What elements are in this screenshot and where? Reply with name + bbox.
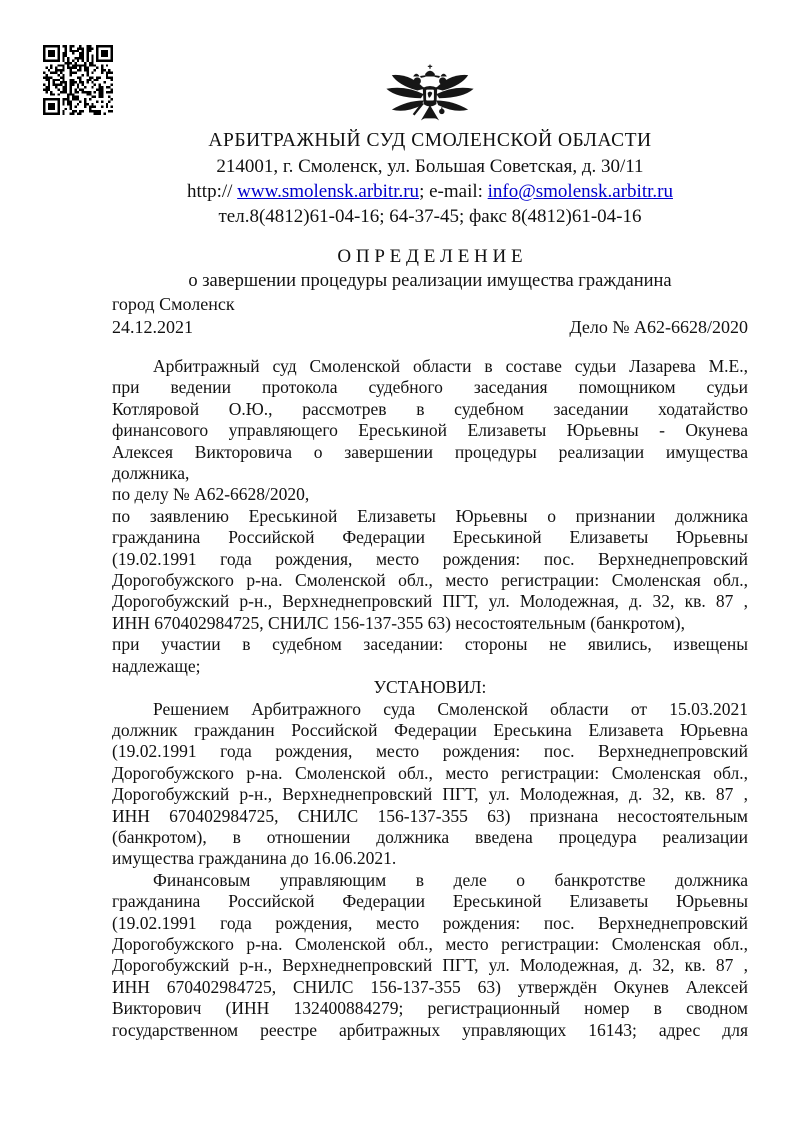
case-number: Дело № А62-6628/2020 xyxy=(569,317,748,337)
document-line: Арбитражный суд Смоленской области в составе судьи Лазарева М.Е., xyxy=(153,356,748,376)
document-title: О П Р Е Д Е Л Е Н И Е xyxy=(337,246,523,267)
document-line: (19.02.1991 года рождения, место рождения: пос. Верхнеднепровский xyxy=(112,548,748,569)
document-line: ИНН 670402984725, СНИЛС 156-137-355 63) несостоятельным (банкротом), xyxy=(112,612,686,633)
court-email-link[interactable]: info@smolensk.arbitr.ru xyxy=(487,181,673,202)
qr-code xyxy=(42,45,114,115)
document-line: государственном реестре арбитражных управляющих 16143; адрес для xyxy=(112,1019,748,1040)
document-line: Дорогобужский р-н., Верхнеднепровский ПГТ, ул. Молодежная, д. 32, кв. 87 , xyxy=(112,591,748,612)
document-subtitle: о завершении процедуры реализации имущества гражданина xyxy=(188,271,672,291)
document-date: 24.12.2021 xyxy=(112,317,193,337)
document-line: по делу № А62-6628/2020, xyxy=(112,484,310,505)
court-phones: тел.8(4812)61-04-16; 64-37-45; факс 8(4812)61-04-16 xyxy=(218,206,642,227)
document-line: гражданина Российской Федерации Ереськиной Елизаветы Юрьевны xyxy=(112,527,748,548)
court-address: 214001, г. Смоленск, ул. Большая Советская, д. 30/11 xyxy=(216,156,644,177)
document-line: должник гражданин Российской Федерации Ереськина Елизавета Юрьевна xyxy=(112,719,748,740)
document-line: по заявлению Ереськиной Елизаветы Юрьевны о признании должника xyxy=(112,505,748,526)
document-line: надлежаще; xyxy=(112,655,201,676)
document-line: имущества гражданина до 16.06.2021. xyxy=(112,848,397,869)
document-line: ИНН 670402984725, СНИЛС 156-137-355 63) признана несостоятельным xyxy=(112,805,748,826)
document-line: Викторович (ИНН 132400884279; регистрационный номер в сводном xyxy=(112,998,748,1019)
date-case-row xyxy=(112,316,748,339)
document-line: Котляровой О.Ю., рассмотрев в судебном заседании ходатайство xyxy=(112,398,748,419)
document-line: (19.02.1991 года рождения, место рождения: пос. Верхнеднепровский xyxy=(112,741,748,762)
document-line: Дорогобужского р-на. Смоленской обл., место регистрации: Смоленская обл., xyxy=(112,762,748,783)
document-line: при ведении протокола судебного заседания помощником судьи xyxy=(112,377,748,398)
court-contacts-line xyxy=(112,179,748,204)
document-line: ИНН 670402984725, СНИЛС 156-137-355 63) утверждён Окунев Алексей xyxy=(112,976,748,997)
document-line: Решением Арбитражного суда Смоленской области от 15.03.2021 xyxy=(153,698,748,719)
section-heading: УСТАНОВИЛ: xyxy=(373,677,487,698)
document-line: Финансовым управляющим в деле о банкротстве должника xyxy=(153,869,748,890)
document-content xyxy=(112,0,748,1041)
document-line: финансового управляющего Ереськиной Елизаветы Юрьевны - Окунева xyxy=(112,420,748,441)
court-website-link[interactable]: www.smolensk.arbitr.ru xyxy=(237,181,420,202)
document-line: Дорогобужский р-н., Верхнеднепровский ПГТ, ул. Молодежная, д. 32, кв. 87 , xyxy=(112,784,748,805)
document-line: (19.02.1991 года рождения, место рождения: пос. Верхнеднепровский xyxy=(112,912,748,933)
document-line: (банкротом), в отношении должника введена процедура реализации xyxy=(112,826,748,847)
document-line: Алексея Викторовича о завершении процедуры реализации имущества xyxy=(112,441,748,462)
document-line: должника, xyxy=(112,463,190,484)
document-line: при участии в судебном заседании: стороны не явились, извещены xyxy=(112,634,748,655)
coat-of-arms-icon xyxy=(112,64,748,128)
http-prefix: http:// xyxy=(187,181,238,202)
document-line: Дорогобужского р-на. Смоленской обл., место регистрации: Смоленская обл., xyxy=(112,933,748,954)
document-line: Дорогобужский р-н., Верхнеднепровский ПГТ, ул. Молодежная, д. 32, кв. 87 , xyxy=(112,955,748,976)
email-separator: ; e-mail: xyxy=(419,181,488,202)
document-line: Дорогобужского р-на. Смоленской обл., место регистрации: Смоленская обл., xyxy=(112,570,748,591)
document-city: город Смоленск xyxy=(112,294,235,314)
court-name: АРБИТРАЖНЫЙ СУД СМОЛЕНСКОЙ ОБЛАСТИ xyxy=(208,130,652,151)
document-line: гражданина Российской Федерации Ереськиной Елизаветы Юрьевны xyxy=(112,891,748,912)
document-body xyxy=(112,356,748,1041)
